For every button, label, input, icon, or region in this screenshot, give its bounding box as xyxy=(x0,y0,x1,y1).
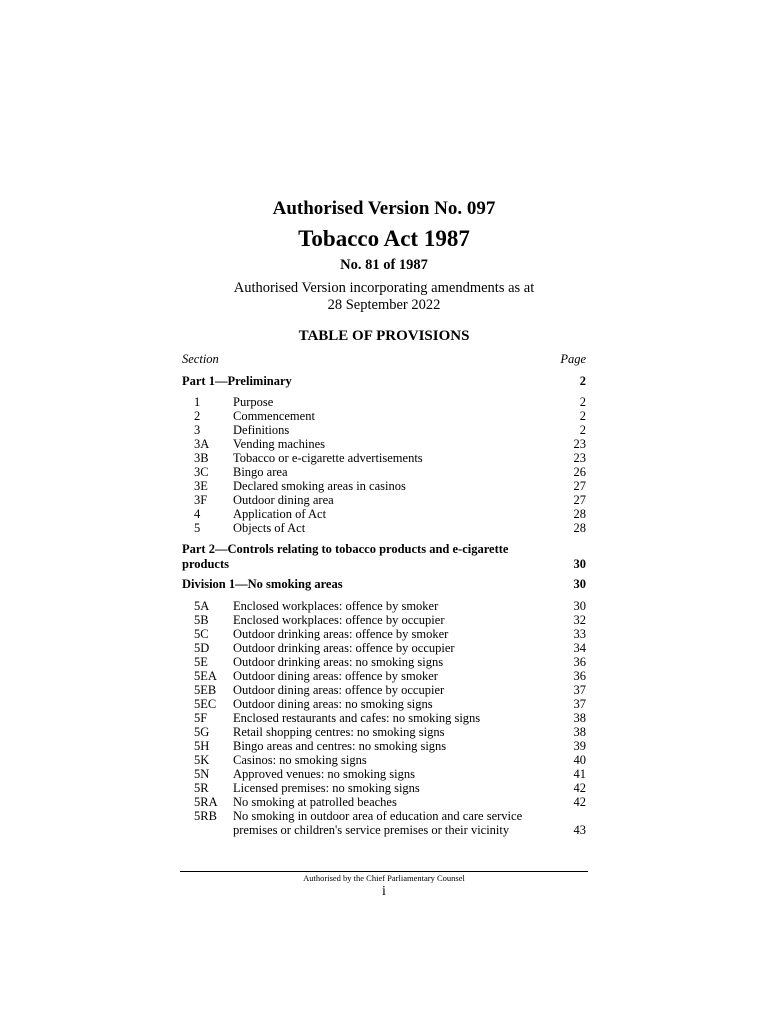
toc-row[interactable] xyxy=(182,521,586,535)
section-page: 39 xyxy=(573,739,586,753)
section-title: Approved venues: no smoking signs xyxy=(233,767,415,781)
section-title: Objects of Act xyxy=(233,521,306,535)
section-page: 36 xyxy=(573,669,586,683)
toc-row[interactable] xyxy=(182,767,586,781)
section-title: Outdoor dining areas: offence by occupier xyxy=(233,683,445,697)
section-title: Enclosed workplaces: offence by smoker xyxy=(233,599,439,613)
section-title: Outdoor drinking areas: offence by occupier xyxy=(233,641,455,655)
section-number: 5C xyxy=(194,627,209,641)
section-title: Licensed premises: no smoking signs xyxy=(233,781,420,795)
section-number: 3E xyxy=(194,479,208,493)
section-page: 32 xyxy=(573,613,586,627)
section-title: Bingo area xyxy=(233,465,288,479)
part-2-title xyxy=(182,542,542,571)
section-page: 2 xyxy=(579,409,586,423)
section-title: Bingo areas and centres: no smoking signs xyxy=(233,739,447,753)
section-page: 23 xyxy=(573,451,586,465)
toc-row[interactable] xyxy=(182,711,586,725)
section-title: Outdoor dining areas: no smoking signs xyxy=(233,697,433,711)
section-title xyxy=(233,809,546,837)
toc-row[interactable] xyxy=(182,627,586,641)
toc-row[interactable] xyxy=(182,423,586,437)
toc-row[interactable] xyxy=(182,725,586,739)
section-title: Casinos: no smoking signs xyxy=(233,753,367,767)
toc-row[interactable] xyxy=(182,781,586,795)
section-title: Enclosed workplaces: offence by occupier xyxy=(233,613,445,627)
section-title: Application of Act xyxy=(233,507,327,521)
section-page: 42 xyxy=(573,781,586,795)
section-title: Enclosed restaurants and cafes: no smoking signs xyxy=(233,711,481,725)
section-number: 5EB xyxy=(194,683,217,697)
division-1-heading[interactable] xyxy=(182,577,586,592)
toc-row[interactable] xyxy=(182,451,586,465)
toc-row[interactable] xyxy=(182,465,586,479)
authorised-version-heading: Authorised Version No. 097 xyxy=(272,198,496,219)
section-page: 27 xyxy=(573,493,586,507)
section-title: Vending machines xyxy=(233,437,325,451)
division-1-title: Division 1—No smoking areas xyxy=(182,577,343,591)
section-title: Purpose xyxy=(233,395,274,409)
section-number: 5K xyxy=(194,753,210,767)
section-number: 5E xyxy=(194,655,208,669)
section-title: Definitions xyxy=(233,423,290,437)
section-page: 38 xyxy=(573,711,586,725)
section-number: 3F xyxy=(194,493,208,507)
toc-row[interactable] xyxy=(182,507,586,521)
division-1-list xyxy=(182,599,586,837)
section-number: 5EC xyxy=(194,697,217,711)
section-title: Outdoor drinking areas: offence by smoker xyxy=(233,627,449,641)
section-page: 43 xyxy=(573,823,586,837)
section-number: 5A xyxy=(194,599,210,613)
section-page: 38 xyxy=(573,725,586,739)
section-title: Outdoor drinking areas: no smoking signs xyxy=(233,655,444,669)
part-2-title-line-2: products xyxy=(182,556,230,571)
section-number: 5RA xyxy=(194,795,218,809)
footer-divider xyxy=(180,871,588,872)
division-1-block xyxy=(182,577,586,592)
part-1-list xyxy=(182,395,586,535)
toc-row[interactable] xyxy=(182,493,586,507)
section-title: No smoking at patrolled beaches xyxy=(233,795,397,809)
section-number: 5B xyxy=(194,613,209,627)
section-number: 1 xyxy=(194,395,201,409)
section-page: 41 xyxy=(573,767,586,781)
section-number: 5G xyxy=(194,725,210,739)
toc-row[interactable] xyxy=(182,739,586,753)
section-page: 37 xyxy=(573,697,586,711)
section-number: 4 xyxy=(194,507,201,521)
toc-row[interactable] xyxy=(182,613,586,627)
toc-row[interactable] xyxy=(182,641,586,655)
section-page: 34 xyxy=(573,641,586,655)
part-2-heading[interactable] xyxy=(182,542,586,571)
section-number: 5 xyxy=(194,521,201,535)
part-1-block xyxy=(182,374,586,389)
section-title: Tobacco or e-cigarette advertisements xyxy=(233,451,423,465)
toc-row[interactable] xyxy=(182,655,586,669)
section-page: 23 xyxy=(573,437,586,451)
part-1-title: Part 1—Preliminary xyxy=(182,374,292,388)
section-page: 40 xyxy=(573,753,586,767)
part-2-block xyxy=(182,542,586,571)
part-2-title-line-1: Part 2—Controls relating to tobacco products and e-cigarette xyxy=(182,542,509,556)
incorporation-statement xyxy=(180,280,588,314)
division-1-page: 30 xyxy=(573,577,586,591)
footer-attribution: Authorised by the Chief Parliamentary Counsel xyxy=(303,873,465,883)
section-page: 30 xyxy=(573,599,586,613)
toc-row[interactable] xyxy=(182,599,586,613)
section-page: 37 xyxy=(573,683,586,697)
part-2-page: 30 xyxy=(573,556,586,571)
incorporation-date: 28 September 2022 xyxy=(327,297,441,313)
section-title: Retail shopping centres: no smoking signs xyxy=(233,725,445,739)
section-page: 26 xyxy=(573,465,586,479)
section-title-line-1: No smoking in outdoor area of education and care service xyxy=(233,809,523,823)
act-title: Tobacco Act 1987 xyxy=(298,226,470,251)
part-1-heading[interactable] xyxy=(182,374,586,389)
section-number: 3 xyxy=(194,423,201,437)
toc-row[interactable] xyxy=(182,683,586,697)
toc-row[interactable] xyxy=(182,409,586,423)
section-page: 28 xyxy=(573,507,586,521)
act-number: No. 81 of 1987 xyxy=(340,257,428,273)
page-column-header: Page xyxy=(560,352,586,366)
section-page: 2 xyxy=(579,423,586,437)
section-number: 5R xyxy=(194,781,209,795)
section-title: Declared smoking areas in casinos xyxy=(233,479,406,493)
section-number: 5RB xyxy=(194,809,217,823)
section-number: 3C xyxy=(194,465,209,479)
section-page: 28 xyxy=(573,521,586,535)
section-number: 3A xyxy=(194,437,210,451)
section-page: 36 xyxy=(573,655,586,669)
toc-row[interactable] xyxy=(182,697,586,711)
section-page: 33 xyxy=(573,627,586,641)
section-number: 5N xyxy=(194,767,210,781)
section-title: Outdoor dining areas: offence by smoker xyxy=(233,669,438,683)
toc-row[interactable] xyxy=(182,395,586,409)
section-title: Commencement xyxy=(233,409,315,423)
section-page: 42 xyxy=(573,795,586,809)
section-number: 5H xyxy=(194,739,210,753)
section-number: 3B xyxy=(194,451,209,465)
toc-row[interactable] xyxy=(182,437,586,451)
section-number: 2 xyxy=(194,409,201,423)
incorporation-line-1: Authorised Version incorporating amendments as at xyxy=(233,280,535,296)
part-1-page: 2 xyxy=(579,374,586,388)
section-number: 5F xyxy=(194,711,208,725)
section-title-line-2: premises or children's service premises or their vicinity xyxy=(233,823,510,837)
page-number: i xyxy=(382,884,386,899)
toc-row[interactable] xyxy=(182,795,586,809)
section-page: 27 xyxy=(573,479,586,493)
section-number: 5EA xyxy=(194,669,217,683)
toc-row[interactable] xyxy=(182,669,586,683)
toc-row[interactable] xyxy=(182,809,586,837)
section-page: 2 xyxy=(579,395,586,409)
section-column-header: Section xyxy=(182,352,219,366)
section-title: Outdoor dining area xyxy=(233,493,334,507)
toc-row[interactable] xyxy=(182,479,586,493)
section-number: 5D xyxy=(194,641,210,655)
toc-row[interactable] xyxy=(182,753,586,767)
toc-heading: TABLE OF PROVISIONS xyxy=(298,328,470,344)
